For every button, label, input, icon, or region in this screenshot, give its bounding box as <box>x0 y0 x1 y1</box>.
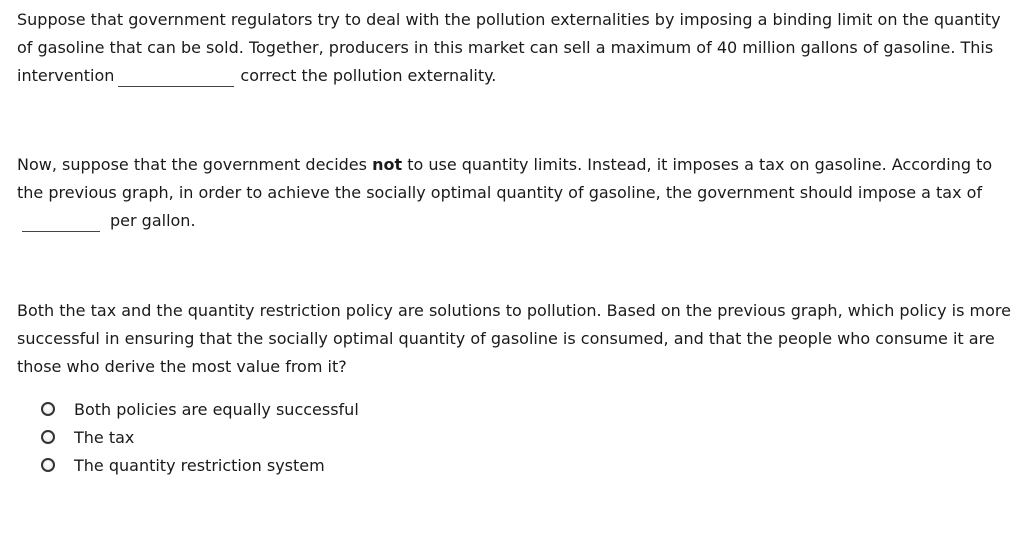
question-1-text-after: correct the pollution externality. <box>240 66 497 85</box>
question-1-text-before: Suppose that government regulators try to deal with the pollution externalities by imposing a binding limit on the quantity of gasoline that can be sold. Together, producers in this market can sell a maximum of 40 million gallons of gasoline. This intervention <box>17 10 1001 85</box>
intervention-answer-dropdown[interactable] <box>118 68 234 87</box>
question-2-emphasis: not <box>372 155 403 174</box>
radio-button-icon[interactable] <box>41 458 55 472</box>
policy-options <box>41 395 359 479</box>
option-label: The tax <box>74 427 135 447</box>
question-3-text: Both the tax and the quantity restriction policy are solutions to pollution. Based on the previous graph, which policy is more successful in ensuring that the socially optimal quantity of gasoline is consumed, and that the people who consume it are those who derive the most value from it? <box>17 301 1011 376</box>
question-1-text <box>17 6 1017 90</box>
question-2-text-middle: to use quantity limits. Instead, it imposes a tax on gasoline. According to the previous graph, in order to achieve the socially optimal quantity of gasoline, the government should impose a tax of <box>17 155 993 202</box>
question-2-text <box>17 151 1017 235</box>
question-2-text-before: Now, suppose that the government decides <box>17 155 373 174</box>
question-2-text-after: per gallon. <box>110 211 196 230</box>
radio-button-icon[interactable] <box>41 402 55 416</box>
tax-amount-dropdown[interactable] <box>22 213 100 232</box>
option-label: The quantity restriction system <box>74 455 325 475</box>
option-both-equally-successful[interactable] <box>41 395 359 423</box>
option-the-tax[interactable] <box>41 423 359 451</box>
option-label: Both policies are equally successful <box>74 399 359 419</box>
option-quantity-restriction[interactable] <box>41 451 359 479</box>
radio-button-icon[interactable] <box>41 430 55 444</box>
